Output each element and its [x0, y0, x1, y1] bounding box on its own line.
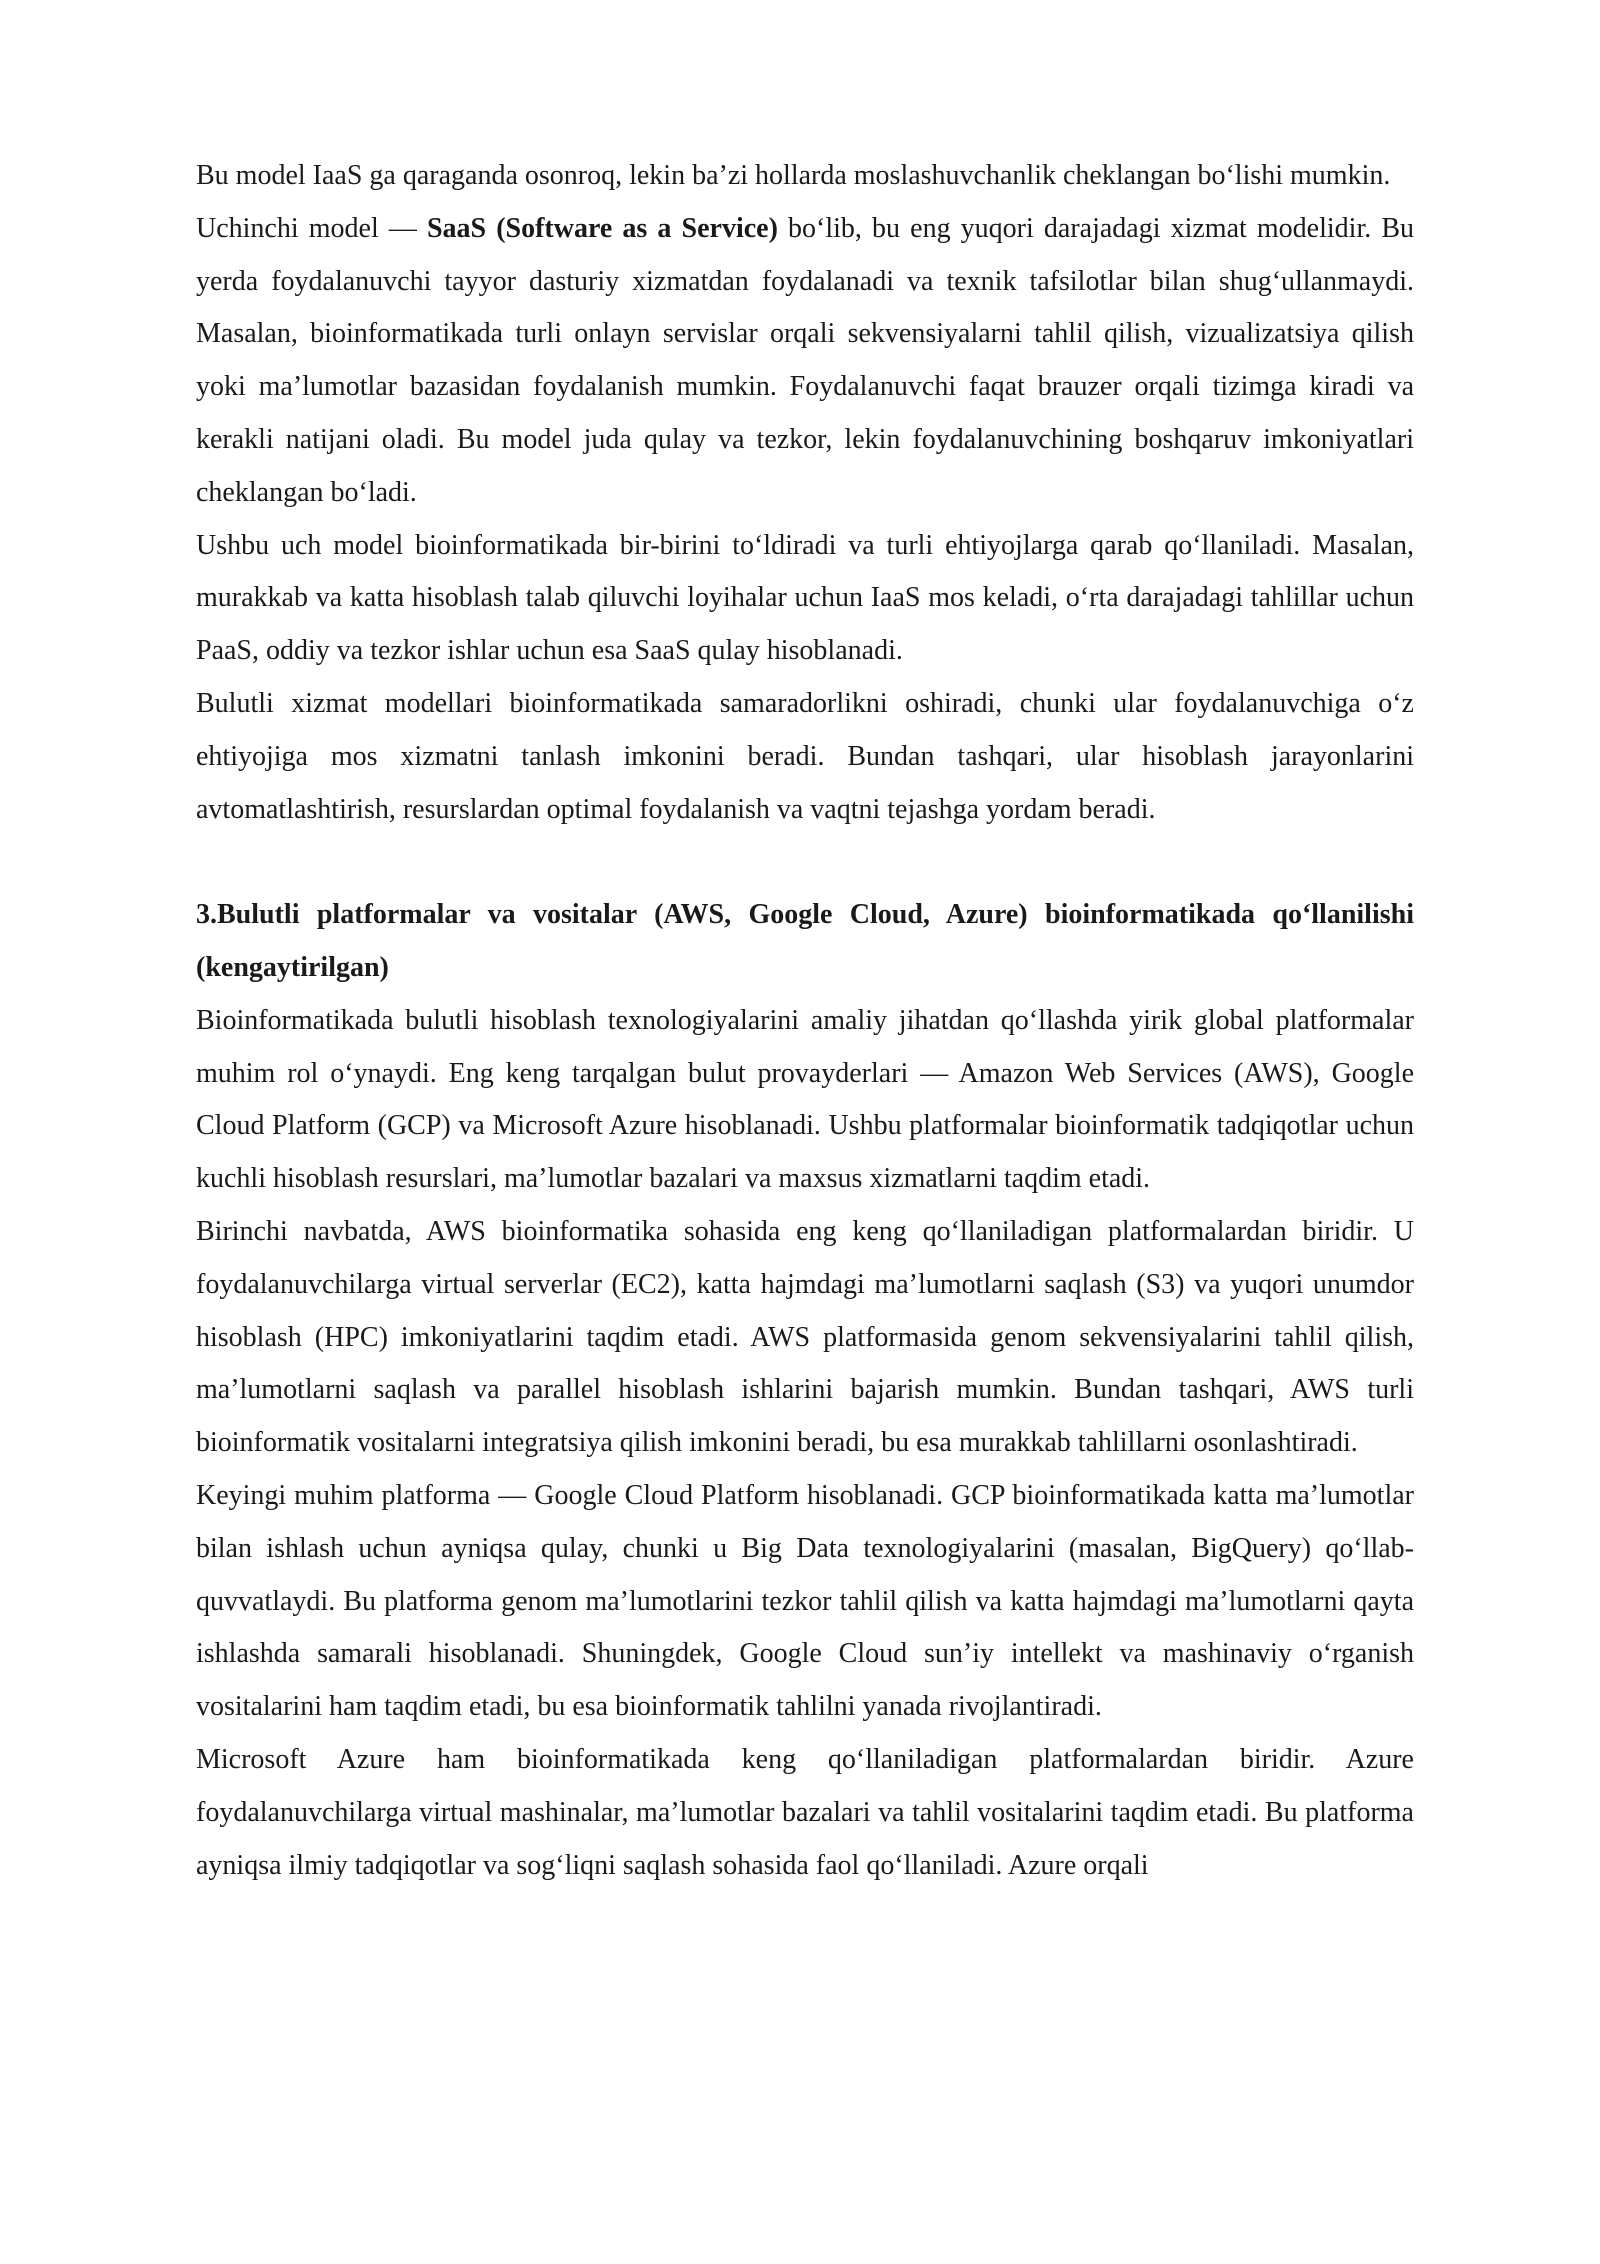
- paragraph-azure: Microsoft Azure ham bioinformatikada keng qo‘llaniladigan platformalardan biridir. Azure foydalanuvchilarga virtual mashinalar, ma’lumotlar bazalari va tahlil vositalarini taqdim etadi. Bu platforma ayniqsa ilmiy tadqiqotlar va sog‘liqni saqlash sohasida faol qo‘llaniladi. Azure orqali: [196, 1743, 1414, 1881]
- paragraph-aws: Birinchi navbatda, AWS bioinformatika sohasida eng keng qo‘llaniladigan platformalardan biridir. U foydalanuvchilarga virtual serverlar (EC2), katta hajmdagi ma’lumotlarni saqlash (S3) va yuqori unumdor hisoblash (HPC) imkoniyatlarini taqdim etadi. AWS platformasida genom sekvensiyalarini tahlil qilish, ma’lumotlarni saqlash va parallel hisoblash ishlarini bajarish mumkin. Bundan tashqari, AWS turli bioinformatik vositalarni integratsiya qilish imkonini beradi, bu esa murakkab tahlillarni osonlashtiradi.: [196, 1215, 1414, 1459]
- paragraph-saas-rest: bo‘lib, bu eng yuqori darajadagi xizmat modelidir. Bu yerda foydalanuvchi tayyor dasturiy xizmatdan foydalanadi va texnik tafsilotlar bilan shug‘ullanmaydi. Masalan, bioinformatikada turli onlayn servislar orqali sekvensiyalarni tahlil qilish, vizualizatsiya qilish yoki ma’lumotlar bazasidan foydalanish mumkin. Foydalanuvchi faqat brauzer orqali tizimga kiradi va kerakli natijani oladi. Bu model juda qulay va tezkor, lekin foydalanuvchining boshqaruv imkoniyatlari cheklangan bo‘ladi.: [196, 212, 1415, 508]
- saas-term: SaaS (Software as a Service): [426, 212, 778, 244]
- paragraph-saas-lead: Uchinchi model —: [196, 212, 427, 244]
- section-heading: 3.Bulutli platformalar va vositalar (AWS, Google Cloud, Azure) bioinformatikada qo‘llanilishi (kengaytirilgan): [196, 899, 1414, 983]
- paragraph-gcp: Keyingi muhim platforma — Google Cloud Platform hisoblanadi. GCP bioinformatikada katta ma’lumotlar bilan ishlash uchun ayniqsa qulay, chunki u Big Data texnologiyalarini (masalan, BigQuery) qo‘llab-quvvatlaydi. Bu platforma genom ma’lumotlarini tezkor tahlil qilish va katta hajmdagi ma’lumotlarni qayta ishlashda samarali hisoblanadi. Shuningdek, Google Cloud sun’iy intellekt va mashinaviy o‘rganish vositalarini ham taqdim etadi, bu esa bioinformatik tahlilni yanada rivojlantiradi.: [196, 1479, 1414, 1723]
- paragraph-three-models: Ushbu uch model bioinformatikada bir-birini to‘ldiradi va turli ehtiyojlarga qarab qo‘llaniladi. Masalan, murakkab va katta hisoblash talab qiluvchi loyihalar uchun IaaS mos keladi, o‘rta darajadagi tahlillar uchun PaaS, oddiy va tezkor ishlar uchun esa SaaS qulay hisoblanadi.: [196, 529, 1414, 667]
- section-spacer: [196, 836, 1414, 889]
- paragraph-platforms-intro: Bioinformatikada bulutli hisoblash texnologiyalarini amaliy jihatdan qo‘llashda yirik global platformalar muhim rol o‘ynaydi. Eng keng tarqalgan bulut provayderlari — Amazon Web Services (AWS), Google Cloud Platform (GCP) va Microsoft Azure hisoblanadi. Ushbu platformalar bioinformatik tadqiqotlar uchun kuchli hisoblash resurslari, ma’lumotlar bazalari va maxsus xizmatlarni taqdim etadi.: [196, 1004, 1414, 1195]
- paragraph-paas-summary: Bu model IaaS ga qaraganda osonroq, lekin ba’zi hollarda moslashuvchanlik cheklangan bo‘lishi mumkin.: [196, 160, 1391, 191]
- paragraph-service-models-benefits: Bulutli xizmat modellari bioinformatikada samaradorlikni oshiradi, chunki ular foydalanuvchiga o‘z ehtiyojiga mos xizmatni tanlash imkonini beradi. Bundan tashqari, ular hisoblash jarayonlarini avtomatlashtirish, resurslardan optimal foydalanish va vaqtni tejashga yordam beradi.: [196, 687, 1414, 825]
- document-page: [196, 150, 1414, 1892]
- paragraph-saas: [196, 203, 1414, 520]
